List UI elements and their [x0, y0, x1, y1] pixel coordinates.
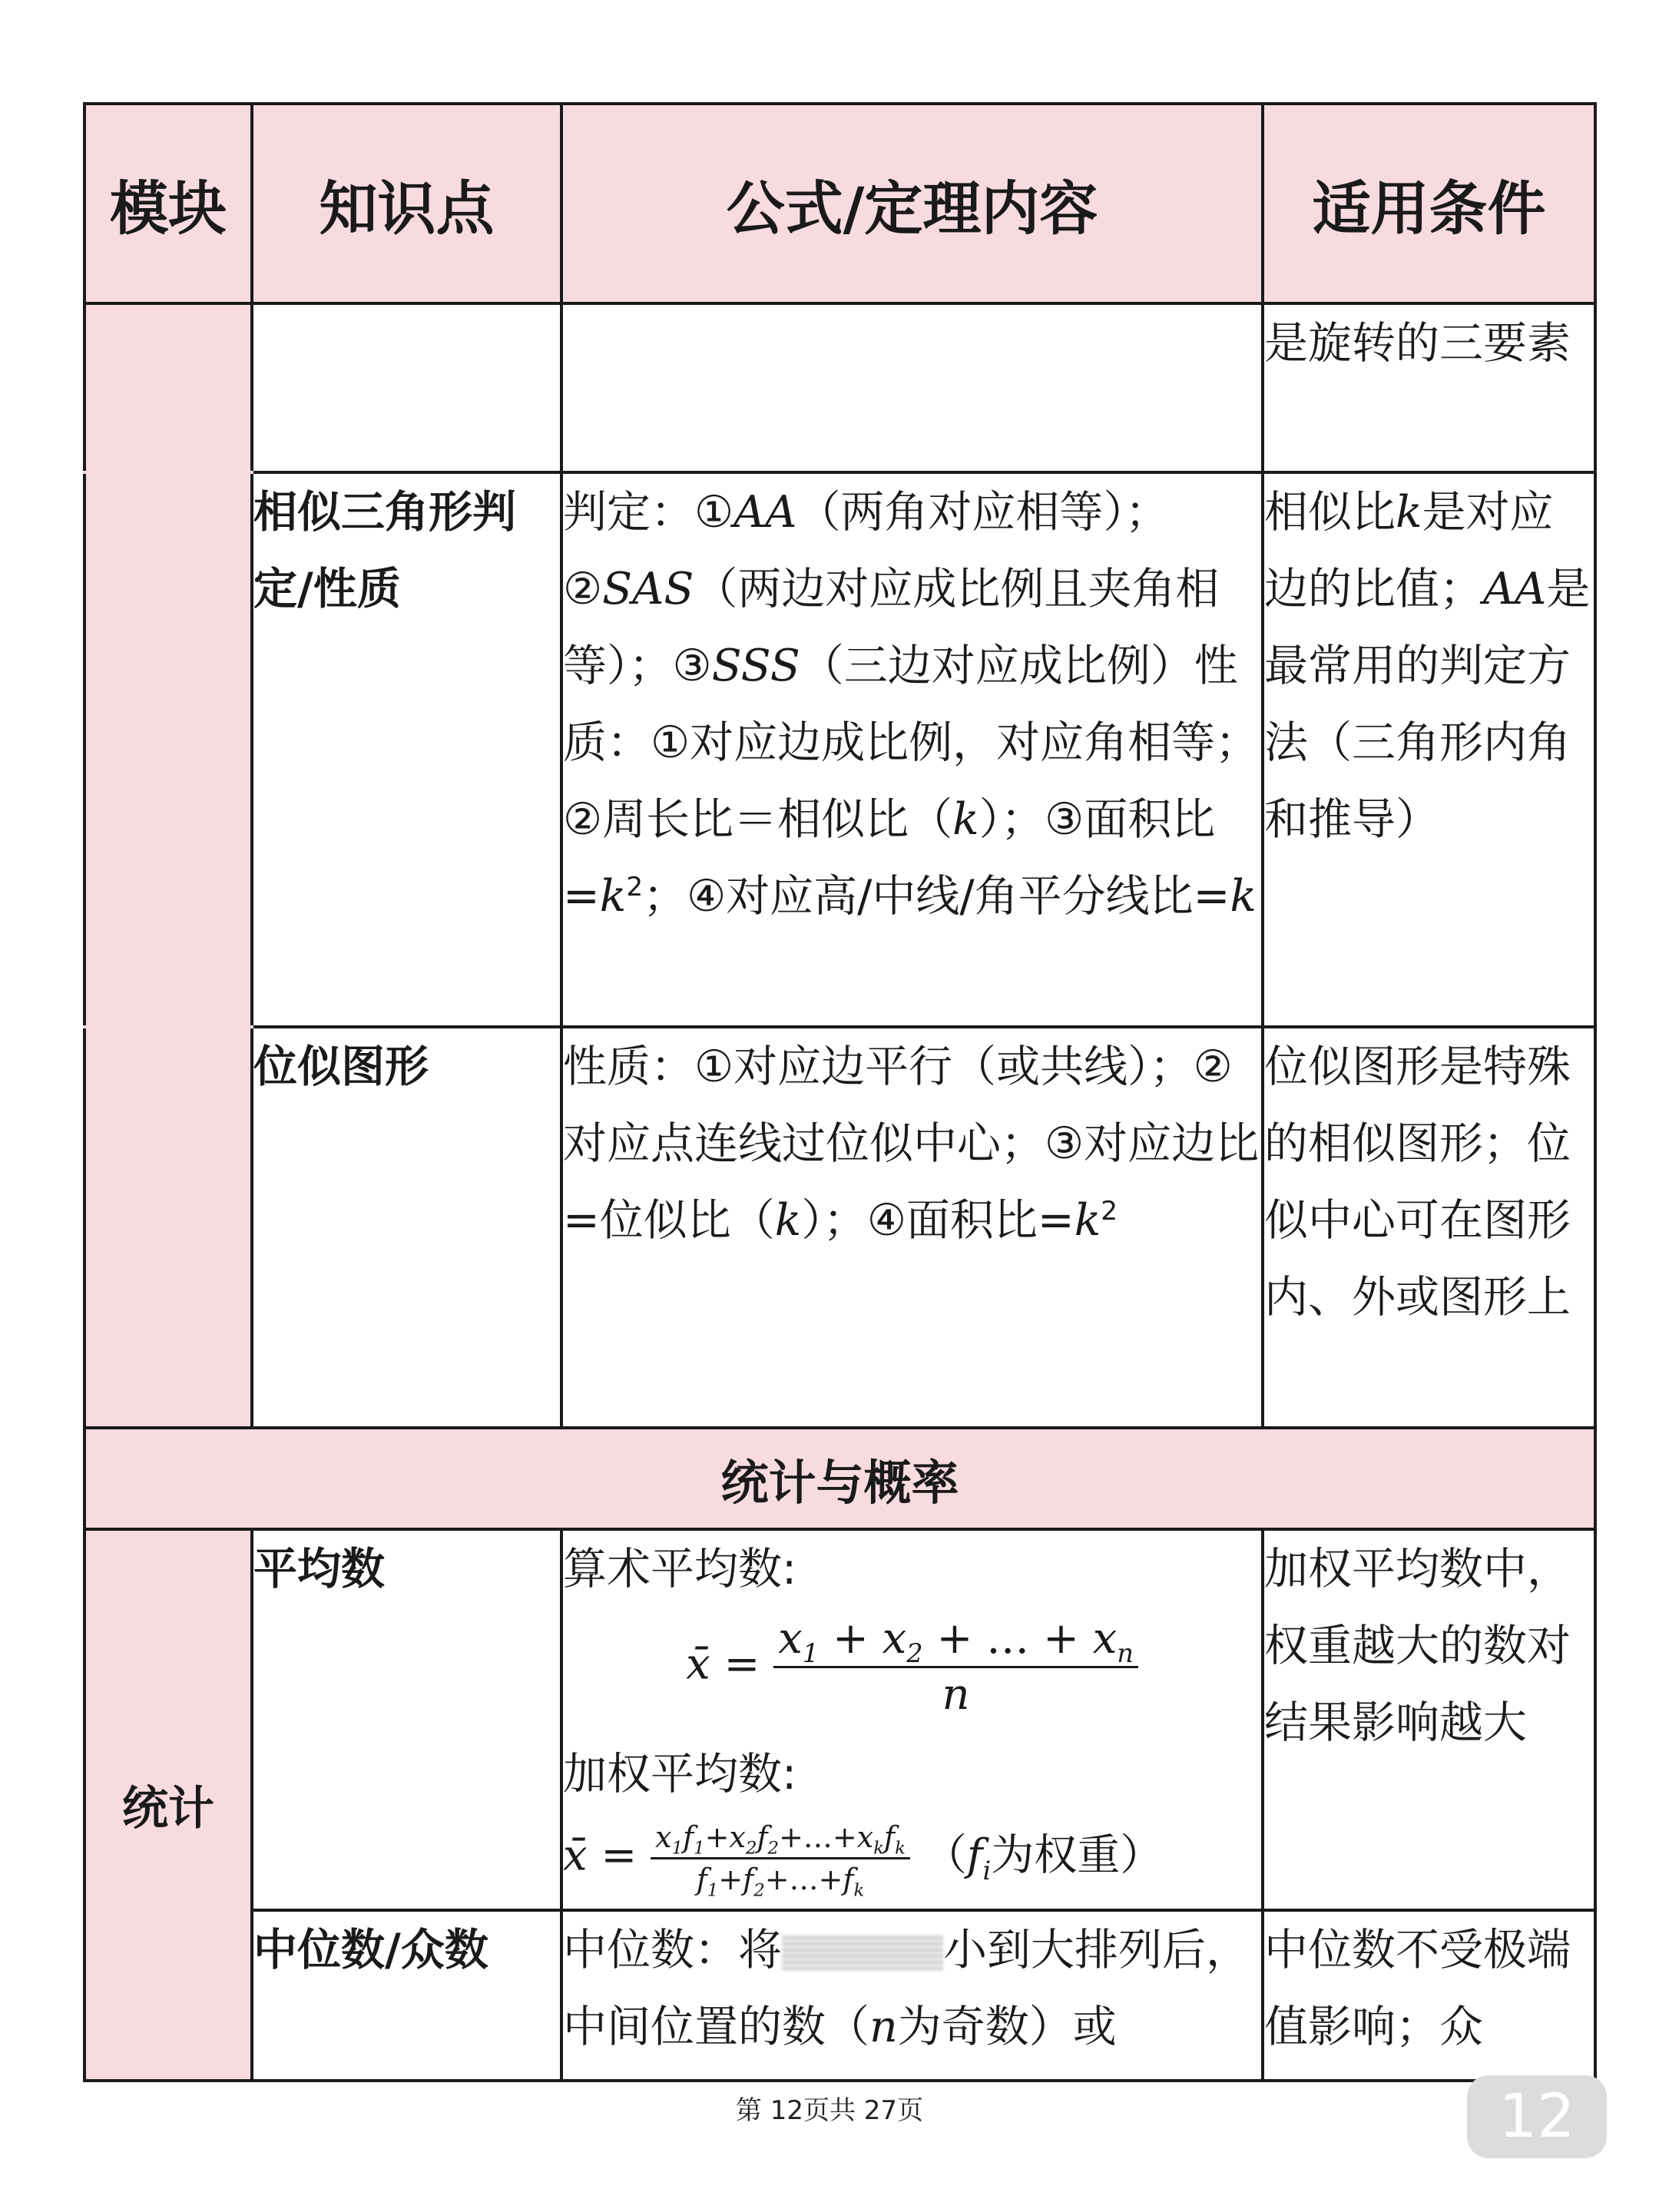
table-row [84, 1027, 1595, 1428]
module-cell [84, 472, 252, 1027]
formula-table [83, 102, 1597, 2082]
header-condition: 适用条件 [1263, 104, 1595, 303]
module-statistics: 统计 [84, 1529, 252, 2081]
table-row [84, 472, 1595, 1027]
weighted-formula: x̄ = $\frac{x_1f_1+x_2f_2+\dots+x_kf_k}{f_1+f_2+\dots+f_k}$ （$f_i$为权重） [563, 1817, 1261, 1899]
section-row [84, 1428, 1595, 1529]
header-point: 知识点 [252, 104, 561, 303]
table-row [84, 1910, 1595, 2081]
point-median: 中位数/众数 [252, 1910, 561, 2081]
point-cell [252, 303, 561, 472]
point-similar-triangles: 相似三角形判定/性质 [252, 472, 561, 1027]
formula-homothetic: 性质：①对应边平行（或共线）；②对应点连线过位似中心；③对应边比=位似比（k）；④面积比$=k^2$ [561, 1027, 1263, 1428]
formula-similar-triangles: 判定：①AA（两角对应相等）；②SAS（两边对应成比例且夹角相等）；③SSS（三边对应成比例）性质：①对应边成比例，对应角相等；②周长比＝相似比（k）；③面积比$=k^2$；④对应高/中线/角平分线比=k [561, 472, 1263, 1027]
module-cell [84, 303, 252, 472]
condition-median: 中位数不受极端值影响；众 [1263, 1910, 1595, 2081]
header-formula: 公式/定理内容 [561, 104, 1263, 303]
section-title: 统计与概率 [84, 1428, 1595, 1529]
table-row [84, 1529, 1595, 1910]
condition-similar-triangles: 相似比k是对应边的比值；AA是最常用的判定方法（三角形内角和推导） [1263, 472, 1595, 1027]
arith-formula: x̄ = $\frac{x_1 + x_2 + \dots + x_n}{n}$ [563, 1612, 1261, 1722]
formula-mean [561, 1529, 1263, 1910]
redacted-blur [782, 1935, 943, 1970]
page-footer: 第 12页共 27页 [735, 2095, 924, 2126]
arith-label: 算术平均数: [563, 1544, 797, 1594]
condition-homothetic: 位似图形是特殊的相似图形；位似中心可在图形内、外或图形上 [1263, 1027, 1595, 1428]
weighted-label: 加权平均数: [563, 1749, 797, 1800]
point-mean: 平均数 [252, 1529, 561, 1910]
header-module: 模块 [84, 104, 252, 303]
module-cell [84, 1027, 252, 1428]
page-number-badge: 12 [1467, 2075, 1607, 2158]
formula-median: 中位数：将 小到大排列后，中间位置的数（n为奇数）或 [561, 1910, 1263, 2081]
formula-cell [561, 303, 1263, 472]
point-homothetic: 位似图形 [252, 1027, 561, 1428]
condition-mean: 加权平均数中，权重越大的数对结果影响越大 [1263, 1529, 1595, 1910]
table-row [84, 303, 1595, 472]
condition-cell: 是旋转的三要素 [1263, 303, 1595, 472]
header-row [84, 104, 1595, 303]
